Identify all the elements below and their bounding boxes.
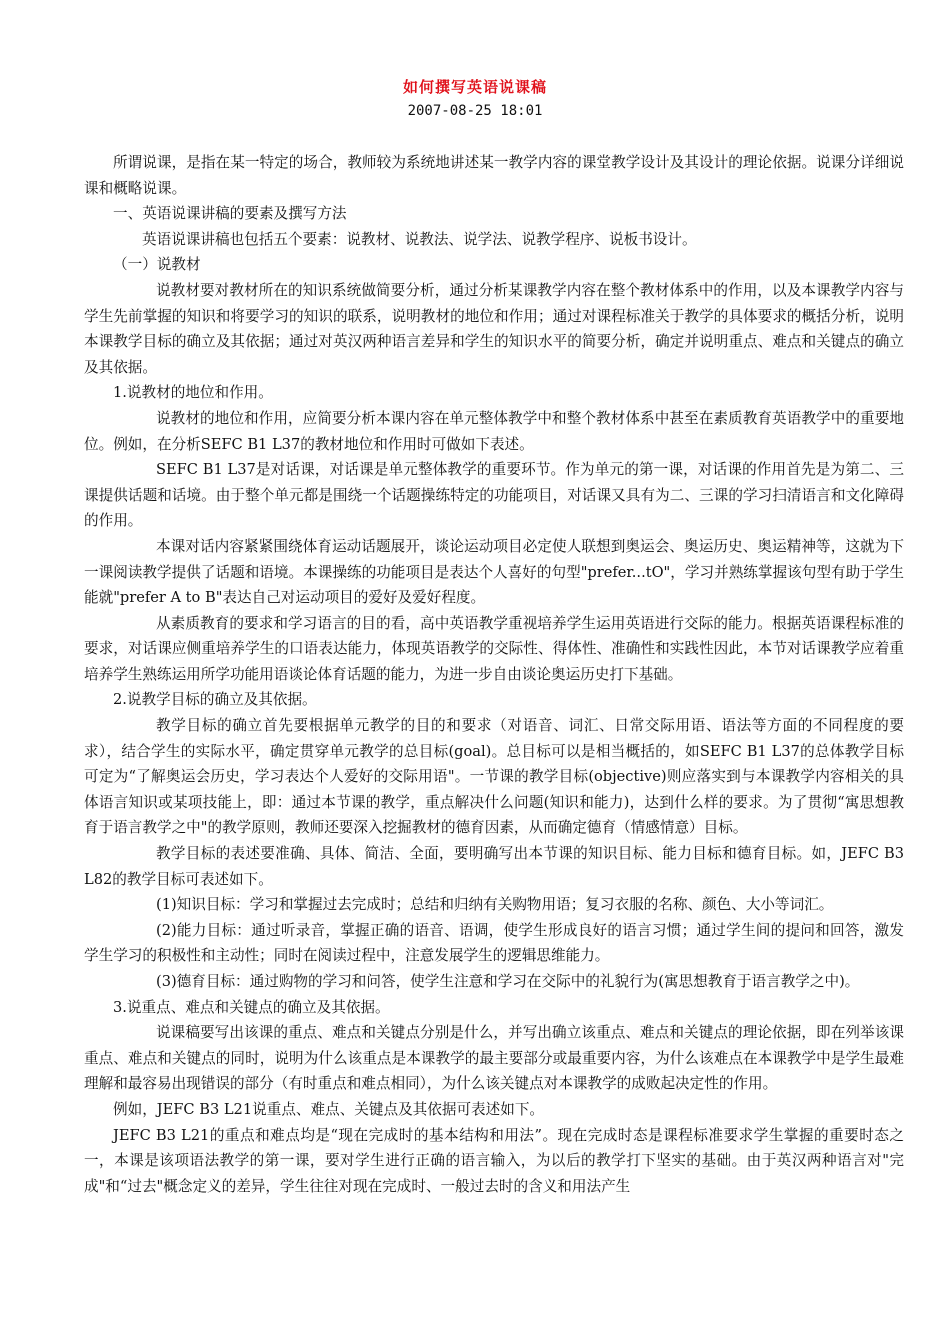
paragraph: 从素质教育的要求和学习语言的目的看，高中英语教学重视培养学生运用英语进行交际的能力。根据英语课程标准的要求，对话课应侧重培养学生的口语表达能力，体现英语教学的交际性、得体性、准确性和实践性因此，本节对话课教学应着重培养学生熟练运用所学功能用语谈论体育话题的能力，为进一步自由谈论奥运历史打下基础。 xyxy=(84,614,904,683)
list-item: (1)知识目标：学习和掌握过去完成时；总结和归纳有关购物用语；复习衣服的名称、颜色、大小等词汇。 xyxy=(156,896,834,914)
list-item: (3)德育目标：通过购物的学习和问答，使学生注意和学习在交际中的礼貌行为(寓思想教育于语言教学之中)。 xyxy=(156,973,860,990)
document-body xyxy=(84,150,904,1199)
paragraph: 本课对话内容紧紧围绕体育运动话题展开，谈论运动项目必定使人联想到奥运会、奥运历史、奥运精神等，这就为下一课阅读教学提供了话题和语境。本课操练的功能项目是表达个人喜好的句型"prefer...tO"，学习并熟练掌握该句型有助于学生能就"prefer A to B"表达自己对运动项目的爱好及爱好程度。 xyxy=(84,537,904,607)
paragraph: 说教材要对教材所在的知识系统做简要分析，通过分析某课教学内容在整个教材体系中的作用，以及本课教学内容与学生先前掌握的知识和将要学习的知识的联系，说明教材的地位和作用；通过对课程标准关于教学的具体要求的概括分析，说明本课教学目标的确立及其依据；通过对英汉两种语言差异和学生的知识水平的简要分析，确定并说明重点、难点和关键点的确立及其依据。 xyxy=(84,281,904,376)
paragraph: JEFC B3 L21的重点和难点均是“现在完成时的基本结构和用法”。现在完成时态是课程标准要求学生掌握的重要时态之一，本课是该项语法教学的第一课，要对学生进行正确的语言输入，为以后的教学打下坚实的基础。由于英汉两种语言对"完成"和“过去"概念定义的差异，学生往往对现在完成时、一般过去时的含义和用法产生 xyxy=(84,1126,904,1195)
paragraph: 英语说课讲稿也包括五个要素：说教材、说教法、说学法、说教学程序、说板书设计。 xyxy=(142,230,697,248)
paragraph: 所谓说课，是指在某一特定的场合，教师较为系统地讲述某一教学内容的课堂教学设计及其设计的理论依据。说课分详细说课和概略说课。 xyxy=(84,154,904,197)
document-title: 如何撰写英语说课稿 xyxy=(402,78,547,96)
subsection-heading: 2.说教学目标的确立及其依据。 xyxy=(113,691,317,709)
paragraph: SEFC B1 L37是对话课，对话课是单元整体教学的重要环节。作为单元的第一课，对话课的作用首先是为第二、三课提供话题和话境。由于整个单元都是围绕一个话题操练特定的功能项目，对话课又具有为二、三课的学习扫清语言和文化障碍的作用。 xyxy=(84,461,904,530)
paragraph: 说教材的地位和作用，应简要分析本课内容在单元整体教学中和整个教材体系中甚至在素质教育英语教学中的重要地位。例如，在分析SEFC B1 L37的教材地位和作用时可做如下表述。 xyxy=(84,409,904,453)
subsection-heading: 3.说重点、难点和关键点的确立及其依据。 xyxy=(113,998,390,1016)
subsection-heading: 1.说教材的地位和作用。 xyxy=(113,384,273,402)
paragraph: 教学目标的表述要准确、具体、简洁、全面，要明确写出本节课的知识目标、能力目标和德育目标。如，JEFC B3 L82的教学目标可表述如下。 xyxy=(84,845,904,888)
subsection-heading: （一）说教材 xyxy=(113,256,201,274)
publish-date: 2007-08-25 18:01 xyxy=(407,103,543,119)
section-heading: 一、英语说课讲稿的要素及撰写方法 xyxy=(113,205,347,223)
list-item: (2)能力目标：通过听录音，掌握正确的语音、语调，使学生形成良好的语言习惯；通过学生间的提问和回答，激发学生学习的积极性和主动性；同时在阅读过程中，注意发展学生的逻辑思维能力。 xyxy=(84,921,904,965)
paragraph: 例如，JEFC B3 L21说重点、难点、关键点及其依据可表述如下。 xyxy=(113,1100,545,1118)
paragraph: 教学目标的确立首先要根据单元教学的目的和要求（对语音、词汇、日常交际用语、语法等方面的不同程度的要求），结合学生的实际水平，确定贯穿单元教学的总目标(goal)。总目标可以是相当概括的，如SEFC B1 L37的总体教学目标可定为“了解奥运会历史，学习表达个人爱好的交际用语"。一节课的教学目标(objective)则应落实到与本课教学内容相关的具体语言知识或某项技能上，即：通过本节课的教学，重点解决什么问题(知识和能力)，达到什么样的要求。为了贯彻“寓思想教育于语言教学之中"的教学原则，教师还要深入挖掘教材的德育因素，从而确定德育（情感情意）目标。 xyxy=(84,717,904,837)
paragraph: 说课稿要写出该课的重点、难点和关键点分别是什么，并写出确立该重点、难点和关键点的理论依据，即在列举该课重点、难点和关键点的同时，说明为什么该重点是本课教学的最主要部分或最重要内容，为什么该难点在本课教学中是学生最难理解和最容易出现错误的部分（有时重点和难点相同），为什么该关键点对本课教学的成败起决定性的作用。 xyxy=(84,1024,904,1093)
